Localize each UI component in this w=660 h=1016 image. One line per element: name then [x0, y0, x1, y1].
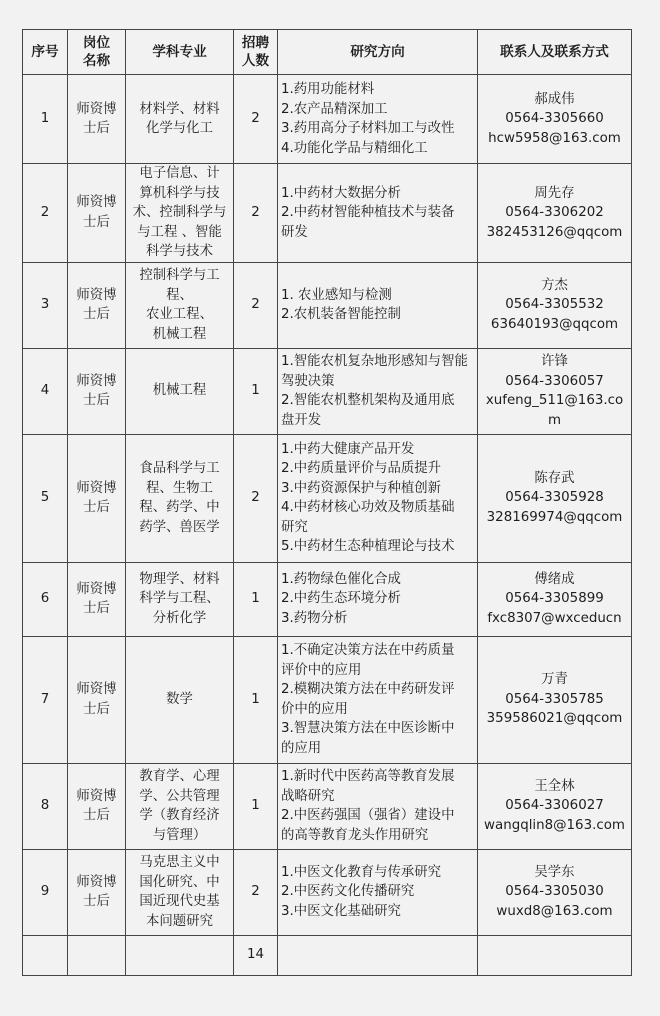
- contact-phone: 0564-3305785: [505, 691, 604, 707]
- contact-phone: 0564-3305030: [505, 884, 604, 900]
- position-name: 师资博 士后: [68, 636, 126, 763]
- contact-name: 方杰: [541, 277, 568, 293]
- research-line: 1.智能农机复杂地形感知与智能: [281, 354, 468, 369]
- recruit-count: 2: [234, 434, 278, 562]
- total-empty-cell: [68, 935, 126, 975]
- research-cell: [278, 75, 478, 164]
- research-line: 价中的应用: [281, 701, 348, 717]
- contact-cell: [478, 434, 632, 562]
- research-line: 研发: [281, 224, 308, 240]
- contact-cell: [478, 763, 632, 849]
- row-number: 5: [23, 434, 68, 562]
- contact-cell: [478, 636, 632, 763]
- major-cell: 电子信息、计 算机科学与技 术、控制科学与 与工程 、智能 科学与技术: [126, 164, 234, 263]
- research-line: 研究: [281, 519, 308, 535]
- contact-phone: 0564-3306202: [505, 205, 604, 220]
- research-line: 的高等教育龙头作用研究: [281, 827, 429, 843]
- research-line: 评价中的应用: [281, 662, 362, 678]
- table-row: [23, 763, 632, 849]
- research-line: 1.药用功能材料: [281, 82, 375, 97]
- contact-name: 许锋: [541, 354, 568, 369]
- major-cell: 食品科学与工 程、生物工 程、药学、中 药学、兽医学: [126, 434, 234, 562]
- contact-phone: 0564-3306027: [505, 798, 604, 814]
- total-empty-cell: [478, 935, 632, 975]
- major-cell: 数学: [126, 636, 234, 763]
- total-empty-cell: [126, 935, 234, 975]
- row-number: 6: [23, 562, 68, 636]
- row-number: 7: [23, 636, 68, 763]
- row-number: 1: [23, 75, 68, 164]
- contact-email: 359586021@qqcom: [486, 711, 623, 727]
- contact-name: 郝成伟: [534, 91, 575, 107]
- major-cell: 材料学、材料 化学与化工: [126, 75, 234, 164]
- recruit-count: 2: [234, 164, 278, 263]
- contact-name: 陈存武: [534, 470, 575, 486]
- position-name: 师资博 士后: [68, 262, 126, 348]
- research-line: 4.功能化学品与精细化工: [281, 140, 428, 156]
- research-cell: [278, 849, 478, 935]
- contact-cell: [478, 75, 632, 164]
- contact-cell: [478, 849, 632, 935]
- header-major: 学科专业: [126, 30, 234, 75]
- header-position: 岗位 名称: [68, 30, 126, 75]
- recruit-count: 1: [234, 636, 278, 763]
- contact-name: 王全林: [534, 778, 575, 794]
- recruit-count: 2: [234, 849, 278, 935]
- research-line: 3.智慧决策方法在中医诊断中: [281, 721, 455, 736]
- research-line: 1.药物绿色催化合成: [281, 571, 401, 587]
- contact-phone: 0564-3305660: [505, 111, 604, 127]
- contact-email: wangqlin8@163.com: [484, 817, 625, 833]
- contact-email: hcw5958@163.com: [488, 130, 621, 146]
- table-row: [23, 434, 632, 562]
- major-cell: 马克思主义中 国化研究、中 国近现代史基 本问题研究: [126, 849, 234, 935]
- research-line: 2.模糊决策方法在中药研发评: [281, 682, 455, 697]
- total-count: 14: [234, 935, 278, 975]
- research-line: 1.中医文化教育与传承研究: [281, 864, 442, 880]
- contact-email: 382453126@qqcom: [486, 224, 623, 240]
- total-empty-cell: [23, 935, 68, 975]
- position-name: 师资博 士后: [68, 434, 126, 562]
- research-line: 3.中药资源保护与种植创新: [281, 480, 442, 496]
- contact-phone: 0564-3305928: [505, 490, 604, 506]
- contact-cell: [478, 164, 632, 263]
- research-line: 2.农产品精深加工: [281, 101, 388, 117]
- header-no: 序号: [23, 30, 68, 75]
- research-line: 1.不确定决策方法在中药质量: [281, 643, 455, 658]
- contact-email: xufeng_511@163.co: [485, 393, 624, 408]
- contact-phone: 0564-3305899: [505, 591, 604, 607]
- research-line: 2.中药材智能种植技术与装备: [281, 205, 455, 220]
- table-row: [23, 636, 632, 763]
- contact-name: 万青: [541, 672, 568, 688]
- research-line: 3.中医文化基础研究: [281, 903, 401, 919]
- position-name: 师资博 士后: [68, 348, 126, 434]
- research-line: 1.中药大健康产品开发: [281, 441, 415, 457]
- major-cell: 机械工程: [126, 348, 234, 434]
- contact-email: fxc8307@wxceducn: [487, 610, 622, 626]
- major-cell: 控制科学与工 程、 农业工程、 机械工程: [126, 262, 234, 348]
- major-cell: 物理学、材料 科学与工程、 分析化学: [126, 562, 234, 636]
- research-line: 的应用: [281, 740, 322, 756]
- total-row: [23, 935, 632, 975]
- header-count: 招聘 人数: [234, 30, 278, 75]
- table-row: [23, 562, 632, 636]
- research-line: 5.中药材生态种植理论与技术: [281, 539, 455, 554]
- table-row: [23, 75, 632, 164]
- research-line: 3.药用高分子材料加工与改性: [281, 121, 455, 136]
- row-number: 9: [23, 849, 68, 935]
- total-empty-cell: [278, 935, 478, 975]
- recruitment-table: [22, 29, 632, 976]
- position-name: 师资博 士后: [68, 75, 126, 164]
- row-number: 2: [23, 164, 68, 263]
- row-number: 8: [23, 763, 68, 849]
- research-cell: [278, 262, 478, 348]
- contact-phone: 0564-3305532: [505, 297, 604, 313]
- research-cell: [278, 348, 478, 434]
- research-line: 战略研究: [281, 788, 335, 804]
- position-name: 师资博 士后: [68, 763, 126, 849]
- research-line: 2.农机装备智能控制: [281, 307, 401, 322]
- position-name: 师资博 士后: [68, 562, 126, 636]
- contact-phone: 0564-3306057: [505, 373, 604, 389]
- recruit-count: 1: [234, 763, 278, 849]
- research-line: 1.中药材大数据分析: [281, 185, 401, 201]
- row-number: 4: [23, 348, 68, 434]
- recruit-count: 1: [234, 348, 278, 434]
- research-line: 1. 农业感知与检测: [281, 287, 392, 303]
- research-line: 2.智能农机整机架构及通用底: [281, 393, 455, 408]
- research-line: 2.中医药文化传播研究: [281, 884, 415, 900]
- contact-name: 吴学东: [534, 864, 575, 880]
- contact-cell: [478, 262, 632, 348]
- recruit-count: 1: [234, 562, 278, 636]
- recruit-count: 2: [234, 75, 278, 164]
- contact-cell: [478, 348, 632, 434]
- research-cell: [278, 164, 478, 263]
- contact-cell: [478, 562, 632, 636]
- table-row: [23, 262, 632, 348]
- contact-name: 周先存: [534, 185, 575, 201]
- table-body: [23, 75, 632, 976]
- research-cell: [278, 434, 478, 562]
- table-row: [23, 849, 632, 935]
- header-research: 研究方向: [278, 30, 478, 75]
- research-cell: [278, 636, 478, 763]
- research-line: 驾驶决策: [281, 373, 335, 389]
- research-line: 4.中药材核心功效及物质基础: [281, 500, 455, 515]
- research-line: 1.新时代中医药高等教育发展: [281, 769, 455, 784]
- recruit-count: 2: [234, 262, 278, 348]
- table-row: [23, 164, 632, 263]
- research-cell: [278, 763, 478, 849]
- research-line: 2.中药质量评价与品质提升: [281, 461, 442, 476]
- contact-name: 傅绪成: [534, 571, 575, 587]
- position-name: 师资博 士后: [68, 849, 126, 935]
- major-cell: 教育学、心理 学、公共管理 学（教育经济 与管理）: [126, 763, 234, 849]
- research-line: 盘开发: [281, 412, 322, 428]
- contact-email: m: [547, 412, 562, 428]
- header-row: [23, 30, 632, 75]
- research-line: 3.药物分析: [281, 610, 348, 626]
- contact-email: 328169974@qqcom: [486, 509, 623, 525]
- research-cell: [278, 562, 478, 636]
- header-contact: 联系人及联系方式: [478, 30, 632, 75]
- research-line: 2.中医药强国（强省）建设中: [281, 808, 455, 823]
- research-line: 2.中药生态环境分析: [281, 591, 401, 607]
- position-name: 师资博 士后: [68, 164, 126, 263]
- contact-email: 63640193@qqcom: [490, 316, 619, 332]
- table-row: [23, 348, 632, 434]
- row-number: 3: [23, 262, 68, 348]
- contact-email: wuxd8@163.com: [496, 903, 613, 919]
